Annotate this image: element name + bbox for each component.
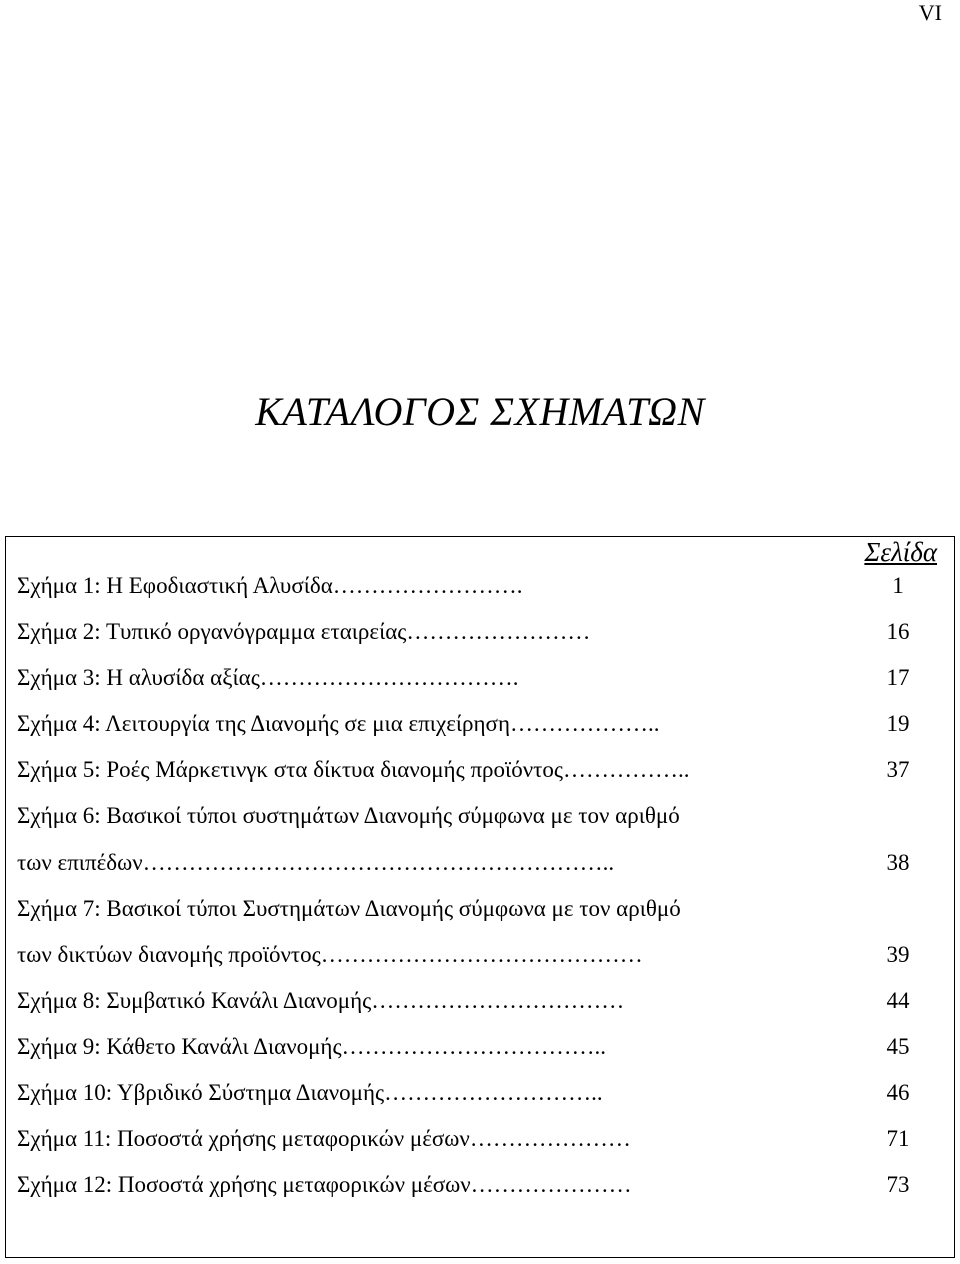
toc-entry-5[interactable] — [17, 753, 847, 787]
toc-entry-label: Σχήμα 12: Ποσοστά χρήσης μεταφορικών μέσων………………… — [17, 1172, 632, 1197]
toc-entry-page: 39 — [886, 942, 910, 967]
toc-entry-11[interactable] — [17, 1122, 847, 1156]
toc-entry-label: των επιπέδων…………………………………………………….. — [17, 850, 615, 875]
toc-entry-page: 38 — [886, 850, 910, 875]
toc-entry-7[interactable] — [17, 892, 847, 926]
toc-entry-10[interactable] — [17, 1076, 847, 1110]
toc-entry-page: 1 — [892, 573, 904, 598]
toc-entry-page: 71 — [886, 1126, 910, 1151]
toc-entry-label: Σχήμα 5: Ροές Μάρκετινγκ στα δίκτυα διανομής προϊόντος…………….. — [17, 757, 690, 782]
toc-entry-page: 37 — [886, 757, 910, 782]
toc-entry-page: 44 — [886, 988, 910, 1013]
toc-entry-6[interactable] — [17, 799, 847, 833]
page-title: ΚΑΤΑΛΟΓΟΣ ΣΧΗΜΑΤΩΝ — [255, 389, 705, 434]
toc-entry-label: Σχήμα 8: Συμβατικό Κανάλι Διανομής…………………………… — [17, 988, 625, 1013]
toc-entry-label: Σχήμα 2: Τυπικό οργανόγραμμα εταιρείας…………………… — [17, 619, 591, 644]
toc-entry-7-continuation[interactable] — [17, 938, 847, 972]
toc-entry-label: Σχήμα 11: Ποσοστά χρήσης μεταφορικών μέσων………………… — [17, 1126, 631, 1151]
toc-entry-label: Σχήμα 6: Βασικοί τύποι συστημάτων Διανομής σύμφωνα με τον αριθμό — [17, 803, 680, 828]
toc-entry-label: Σχήμα 9: Κάθετο Κανάλι Διανομής…………………………….. — [17, 1034, 607, 1059]
toc-entry-label: Σχήμα 1: Η Εφοδιαστική Αλυσίδα……………………. — [17, 573, 523, 598]
toc-entry-8[interactable] — [17, 984, 847, 1018]
toc-entry-page: 45 — [886, 1034, 910, 1059]
toc-entry-page: 16 — [886, 619, 910, 644]
figure-list-box — [5, 536, 955, 1258]
toc-entry-page: 17 — [886, 665, 910, 690]
toc-entry-4[interactable] — [17, 707, 847, 741]
toc-entry-2[interactable] — [17, 615, 847, 649]
toc-entry-label: Σχήμα 3: Η αλυσίδα αξίας……………………………. — [17, 665, 519, 690]
toc-entry-label: των δικτύων διανομής προϊόντος…………………………………… — [17, 942, 643, 967]
page-column-header: Σελίδα — [864, 537, 937, 567]
toc-entry-12[interactable] — [17, 1168, 847, 1202]
toc-entry-page: 73 — [886, 1172, 910, 1197]
toc-entry-label: Σχήμα 7: Βασικοί τύποι Συστημάτων Διανομής σύμφωνα με τον αριθμό — [17, 896, 681, 921]
toc-entry-page: 46 — [886, 1080, 910, 1105]
page-number: VI — [918, 0, 942, 25]
toc-entry-1[interactable] — [17, 569, 847, 603]
toc-entry-label: Σχήμα 10: Υβριδικό Σύστημα Διανομής……………………….. — [17, 1080, 603, 1105]
toc-entry-page: 19 — [886, 711, 910, 736]
toc-entry-9[interactable] — [17, 1030, 847, 1064]
toc-entry-6-continuation[interactable] — [17, 846, 847, 880]
toc-entry-3[interactable] — [17, 661, 847, 695]
toc-entry-label: Σχήμα 4: Λειτουργία της Διανομής σε μια επιχείρηση……………….. — [17, 711, 660, 736]
